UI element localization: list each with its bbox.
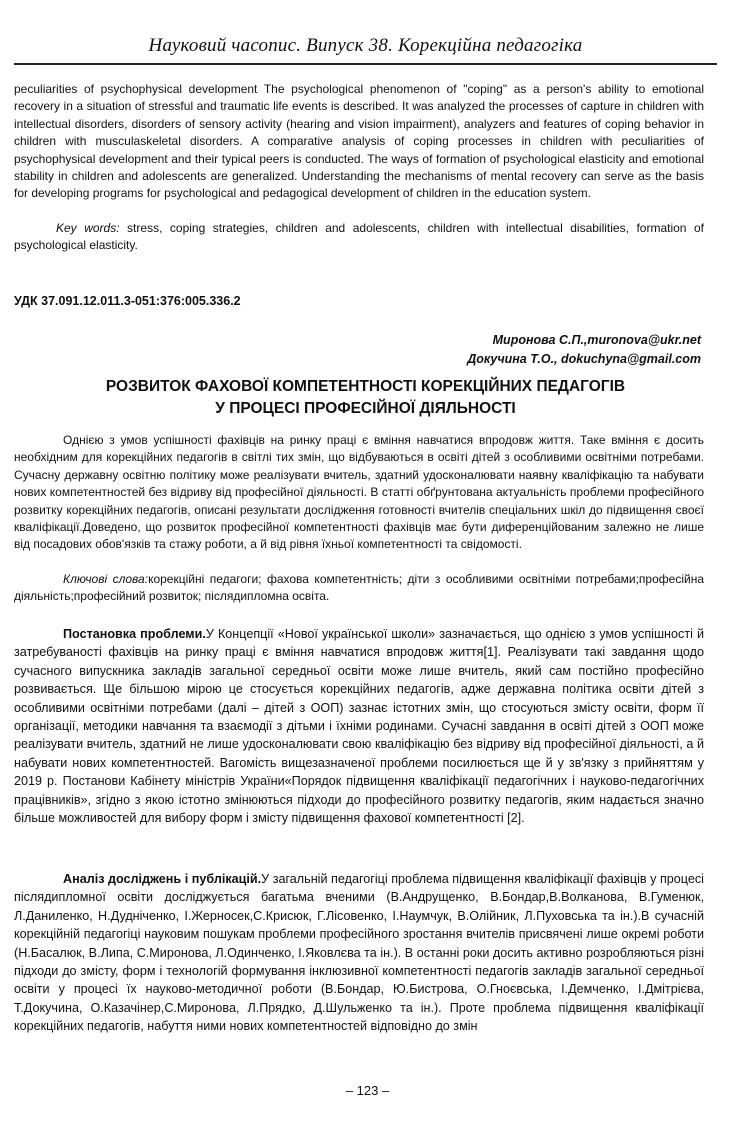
article-title-line2: У ПРОЦЕСІ ПРОФЕСІЙНОЇ ДІЯЛЬНОСТІ bbox=[215, 400, 516, 417]
journal-header bbox=[14, 34, 717, 65]
author-dokuchyna: Докучина Т.О., dokuchyna@gmail.com bbox=[467, 352, 701, 366]
problem-statement-paragraph bbox=[14, 625, 704, 827]
ukrainian-keywords-label: Ключові слова: bbox=[63, 572, 149, 586]
page-number: – 123 – bbox=[345, 1083, 390, 1098]
authors-block bbox=[281, 331, 701, 369]
english-abstract: peculiarities of psychophysical development The psychological phenomenon of "coping" as a person's ability to emotional recovery in a situation of stressful and traumatic life events is described. It was analyzed the processes of capture in children with intellectual disorders, disorders of sensory activity (hearing and vision impairment), analyzers and features of coping behavior in children with musculaskeletal disorders. A comparative analysis of coping processes in children with peculiarities of psychophysical development and their typical peers is conducted. The ways of formation of psychological elasticity and emotional stability in children and adolescents are generalized. Understanding the mechanisms of mental recovery can serve as the basis for developing programs for psychological and pedagogical development of children in the education system. bbox=[14, 82, 704, 201]
ukrainian-abstract: Однією з умов успішності фахівців на ринку праці є вміння навчатися впродовж життя. Таке вміння є досить необхідним для корекційних педагогів в світлі тих змін, що відбуваються в освіті дітей з особливими освітніми потребами. Сучасну державну освітню політику може реалізувати вчитель, здатний удосконалювати наявну кваліфікацію та набувати нових компетентностей без відриву від професійної діяльності. В статті обґрунтована актуальність проблеми професійного розвитку корекційних педагогів, описані результати дослідження готовності вчителів спеціальних шкіл до підвищення своєї кваліфікації.Доведено, що розвиток професійної компетентності фахівців має бути диференційованим залежно не лише від посадових обов'язків та стажу роботи, а й від рівня їхньої компетентності та свідомості. bbox=[14, 433, 704, 552]
article-title bbox=[14, 376, 717, 420]
problem-statement-text: У Концепції «Нової української школи» зазначається, що однією з умов успішності й затребуваності фахівців на ринку праці є вміння навчатися впродовж життя[1]. Реалізувати такі завдання щодо сучасного випускника закладів загальної середньої освіти може лише вчитель, який сам постійно професійно розвивається. Ще більшою мірою це стосується корекційних педагогів, адже державна політика освіти дітей з особливими освітніми потребами (далі – дітей з ООП) зазнає істотних змін, що стосуються змісту освіти, форм її організації, методики навчання та взаємодії з дітьми і їхніми родинами. Сучасні завдання в освіті дітей з ООП може реалізувати вчитель, здатний не лише удосконалювати свою кваліфікацію без відриву від професійної діяльності, а й набувати нових компетентностей. Вагомість вищезазначеної проблеми посилюється ще й у зв'язку з прийняттям у 2019 р. Постанови Кабінету міністрів України«Порядок підвищення кваліфікації педагогічних і науково-педагогічних працівників», згідно з якою істотно змінюються підходи до професійного розвитку педагогів, яким надається значно більше можливостей для вибору форм і змісту підвищення фахової компетентності [2]. bbox=[14, 627, 704, 826]
ukrainian-keywords bbox=[14, 571, 704, 606]
english-keywords-label: Key words: bbox=[56, 221, 120, 235]
journal-title: Науковий часопис. Випуск 38. Корекційна педагогіка bbox=[148, 35, 583, 56]
literature-review-paragraph bbox=[14, 870, 704, 1036]
ukrainian-keywords-text: корекційні педагоги; фахова компетентність; діти з особливими освітніми потребами;професійна діяльність;професійний розвиток; післядипломна освіта. bbox=[14, 572, 704, 604]
literature-review-heading: Аналіз досліджень і публікацій. bbox=[63, 872, 262, 886]
problem-statement-heading: Постановка проблеми. bbox=[63, 627, 206, 641]
udk-code: УДК 37.091.12.011.3-051:376:005.336.2 bbox=[14, 294, 241, 308]
article-title-line1: РОЗВИТОК ФАХОВОЇ КОМПЕТЕНТНОСТІ КОРЕКЦІЙНИХ ПЕДАГОГІВ bbox=[105, 378, 626, 395]
english-keywords-text: stress, coping strategies, children and adolescents, children with intellectual disabilities, formation of psychological elasticity. bbox=[14, 221, 705, 253]
literature-review-text: У загальній педагогіці проблема підвищення кваліфікації фахівців у процесі післядипломної освіти досліджується багатьма вченими (В.Андрущенко, В.Бондар,В.Волканова, В.Гуменюк, Л.Даниленко, Н.Дудніченко, І.Жерносек,С.Крисюк, Г.Лісовенко, І.Наумчук, В.Олійник, Л.Пуховська та ін.).В сучасній корекційній педагогіці науковим пошукам проблеми професійного зростання вчителів присвячені лише окремі роботи (Н.Басалюк, В.Липа, С.Миронова, Л.Одинченко, І.Яковлєва та ін.). В останні роки досить активно розробляються різні підходи до змісту, форм і технологій формування інклюзивної компетентності педагогів закладів загальної середньої освіти у процесі їх науково-методичної роботи (В.Бондар, Ю.Бистрова, О.Гноєвська, І.Демченко, І.Дмітрієва, Т.Докучина, О.Казачінер,С.Миронова, Л.Прядко, Д.Шульженко та ін.). Проте проблема підвищення кваліфікації корекційних педагогів, набуття ними нових компетентностей відповідно до змін bbox=[14, 872, 704, 1034]
author-mironova: Миронова С.П.,muronova@ukr.net bbox=[492, 333, 701, 347]
english-keywords bbox=[14, 220, 704, 255]
